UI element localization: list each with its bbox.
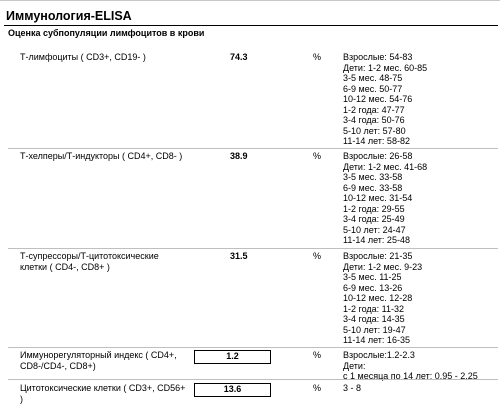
reference-line: 5-10 лет: 24-47 [343,224,406,235]
reference-line: 3 - 8 [343,383,362,393]
reference-line: 11-14 лет: 25-48 [343,235,410,245]
reference-line: 10-12 мес. 12-28 [343,293,413,303]
reference-line: с 1 месяца по 14 лет: 0.95 - 2.25 [343,371,478,381]
reference-line: 3-5 мес. 33-58 [343,172,403,182]
test-value-boxed: 1.2 [194,350,271,364]
reference-line: 3-5 мес. 48-75 [343,73,403,83]
reference-line: 6-9 мес. 50-77 [343,83,403,94]
top-border [0,0,500,1]
row-divider [8,148,498,149]
test-value-boxed: 13.6 [194,383,271,397]
test-unit: % [313,383,322,393]
reference-line: Дети: 1-2 мес. 9-23 [343,261,423,272]
reference-line: 1-2 года: 11-32 [343,303,405,314]
title-divider [4,25,498,26]
reference-line: 10-12 мес. 54-76 [343,94,413,104]
reference-line: 3-4 года: 14-35 [343,314,405,324]
group-title: Оценка субпопуляции лимфоцитов в крови [8,28,205,38]
reference-line: 3-4 года: 25-49 [343,214,405,224]
reference-line: Взрослые: 26-58 [343,151,413,161]
section-title: Иммунология-ELISA [6,9,132,23]
reference-line: 3-4 года: 50-76 [343,115,405,125]
reference-line: 11-14 лет: 58-82 [343,136,410,146]
test-unit: % [313,251,322,261]
reference-line: 6-9 мес. 13-26 [343,282,403,293]
row-divider [8,248,498,249]
test-name: Т-супрессоры/Т-цитотоксические клетки ( CD4-, CD8+ ) [20,251,159,272]
reference-line: 1-2 года: 29-55 [343,203,405,214]
test-value: 31.5 [230,251,248,261]
reference-line: Взрослые:1.2-2.3 [343,350,415,360]
reference-line: 3-5 мес. 11-25 [343,272,402,282]
test-name: Т-хелперы/Т-индукторы ( CD4+, CD8- ) [20,151,183,161]
reference-line: Взрослые: 54-83 [343,52,413,62]
reference-ranges [343,52,498,147]
reference-line: Взрослые: 21-35 [343,251,413,261]
row-divider [8,347,498,348]
reference-ranges [343,151,498,246]
test-unit: % [313,350,322,360]
reference-line: Дети: 1-2 мес. 41-68 [343,161,428,172]
reference-ranges [343,383,498,394]
test-value: 38.9 [230,151,248,161]
reference-line: Дети: [343,360,366,371]
reference-line: 11-14 лет: 16-35 [343,335,410,345]
row-divider [8,379,498,380]
reference-line: 1-2 года: 47-77 [343,104,405,115]
test-unit: % [313,52,322,62]
reference-ranges [343,350,498,382]
test-value: 74.3 [230,52,248,62]
test-unit: % [313,151,322,161]
reference-line: Дети: 1-2 мес. 60-85 [343,62,428,73]
reference-line: 5-10 лет: 19-47 [343,324,406,335]
reference-ranges [343,251,498,346]
test-name: Т-лимфоциты ( CD3+, CD19- ) [20,52,146,62]
reference-line: 5-10 лет: 57-80 [343,125,406,136]
reference-line: 10-12 мес. 31-54 [343,193,413,203]
reference-line: 6-9 мес. 33-58 [343,182,403,193]
test-name: Цитотоксические клетки ( CD3+, CD56+ ) [20,383,186,404]
test-name: Иммунорегуляторный индекс ( CD4+, CD8-/CD4-, CD8+) [20,350,177,371]
